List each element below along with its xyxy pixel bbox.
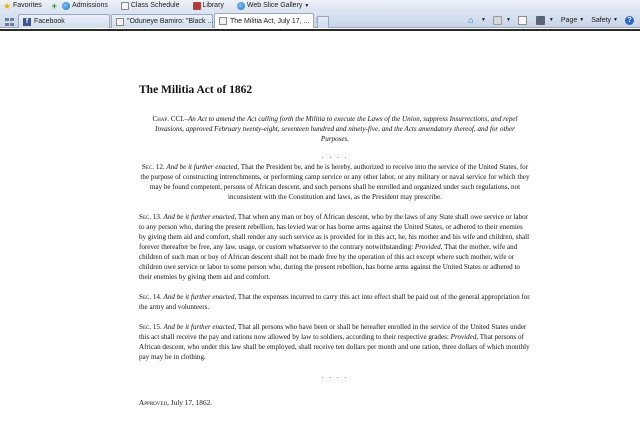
facebook-icon: f: [23, 18, 31, 26]
home-icon: ⌂: [468, 14, 474, 25]
new-tab-button[interactable]: [317, 16, 329, 28]
favorites-label: Favorites: [13, 2, 42, 9]
provided-phrase: Provided: [450, 333, 477, 341]
tab-label: "Oduneye Bamiro: "Black ...: [127, 18, 214, 25]
section-body-continued: , That the mother, wife and children of such man or boy of African descent shall not be made free by the operation of this act except where such mother, wife or children owe service or labor to some person who, during the present rebellion, has borne arms against the United States or adhered to their enemies by giving them aid and comfort.: [139, 243, 520, 281]
section-number: Sec. 12.: [141, 163, 165, 171]
approved-label: Approved: [139, 398, 168, 407]
section-number: Sec. 15.: [139, 323, 162, 331]
tab-bar: [0, 11, 640, 28]
approval-line: [139, 398, 531, 407]
favorite-class-schedule[interactable]: [118, 2, 180, 10]
provided-phrase: Provided: [414, 243, 441, 251]
approved-date: , July 17, 1862.: [167, 398, 213, 407]
section-number: Sec. 13.: [139, 213, 162, 221]
section-body-continued: , That persons of African descent, who under this law shall be employed, shall receive ten dollars per month and one ration, three dollars of which monthly pay may be in clothing.: [139, 333, 530, 361]
favorites-button[interactable]: [0, 2, 42, 10]
tab-facebook[interactable]: [18, 14, 110, 28]
help-button[interactable]: [625, 16, 636, 25]
globe-icon: [62, 2, 70, 10]
tab-militia-act[interactable]: [214, 13, 314, 28]
print-icon: [536, 16, 545, 25]
chapter-text: –An Act to amend the Act calling forth the Militia to execute the Laws of the Union, suppress Insurrections, and repel Invasions, approved February twenty-eight, seventeen hundred and ninety-five, and the Acts amendatory thereof, and for other Purposes.: [155, 115, 518, 143]
favorites-bar: [0, 0, 640, 11]
chevron-down-icon: ▼: [304, 2, 310, 9]
help-icon: ?: [625, 16, 634, 25]
section-15: [139, 322, 531, 362]
print-button[interactable]: [536, 16, 554, 25]
read-mail-button[interactable]: [518, 16, 529, 25]
section-body: , That all persons who have been or shall be hereafter enrolled in the service of the United States under this act shall receive the pay and rations now allowed by law to soldiers, according to their respective grades:: [139, 323, 527, 341]
section-body: , That when any man or boy of African descent, who by the laws of any State shall owe service or labor to any person who, during the present rebellion, has levied war or has borne arms against the United States, or adhered to their enemies by giving them aid and comfort, shall render any such service as is provided for in this act, he, his mother and his wife and children, shall forever thereafter be free, any law, usage, or custom whatsoever to the contrary notwithstanding:: [139, 213, 530, 251]
tab-label: Facebook: [34, 18, 65, 25]
chevron-down-icon[interactable]: ▼: [548, 17, 554, 23]
enacted-phrase: And be it further enacted: [163, 293, 235, 301]
favorite-admissions[interactable]: [52, 2, 108, 10]
section-number: Sec. 14.: [139, 293, 162, 301]
page-menu[interactable]: [561, 17, 584, 24]
tab-label: The Militia Act, July 17, ...: [230, 17, 310, 25]
globe-icon: [237, 2, 245, 10]
section-body: , That the President be, and he is hereby, authorized to receive into the service of the United States, for the purpose of constructing intrenchments, or performing camp service or any other labor, or any military or naval service for which they may be found competent, persons of African descent, and such persons shall be enrolled and organized under such regulations, not inconsistent with the Constitution and laws, as the President may prescribe.: [140, 163, 530, 201]
library-icon: [193, 2, 201, 10]
chapter-heading: [139, 114, 531, 144]
favorite-label: Admissions: [72, 2, 108, 9]
enacted-phrase: And be it further enacted: [166, 163, 238, 171]
document-content: [139, 84, 531, 407]
section-13: [139, 212, 531, 282]
mail-icon: [518, 16, 527, 25]
chapter-number: Chap. CCI.: [152, 115, 185, 123]
enacted-phrase: And be it further enacted: [163, 323, 235, 331]
favorite-label: Library: [202, 2, 224, 9]
section-12: [139, 162, 531, 202]
page-menu-label: Page: [560, 16, 578, 24]
tab-oduneye-bamiro[interactable]: [111, 14, 213, 28]
section-14: [139, 292, 531, 312]
document-viewport: [0, 31, 640, 426]
command-bar: [461, 14, 636, 26]
page-icon: [121, 2, 129, 10]
favorite-web-slice-gallery[interactable]: [234, 2, 309, 10]
section-body: , That the expenses incurred to carry this act into effect shall be paid out of the general appropriation for the army and volunteers.: [139, 293, 530, 311]
page-title: The Militia Act of 1862: [139, 84, 253, 96]
enacted-phrase: And be it further enacted: [163, 213, 235, 221]
safety-menu[interactable]: [591, 17, 618, 24]
feed-icon: [493, 16, 502, 25]
favorite-label: Class Schedule: [130, 2, 180, 9]
page-icon: [219, 17, 227, 25]
quick-tabs-icon[interactable]: [5, 18, 14, 26]
ellipsis-divider: . . . .: [321, 152, 349, 160]
star-icon: ★: [3, 0, 12, 11]
add-favorite-icon[interactable]: +: [51, 0, 58, 11]
chevron-down-icon[interactable]: ▼: [481, 17, 486, 23]
chevron-down-icon: ▼: [613, 17, 618, 23]
favorite-label: Web Slice Gallery: [246, 2, 303, 9]
page-icon: [116, 18, 124, 26]
home-button[interactable]: [468, 16, 486, 25]
chevron-down-icon: ▼: [579, 17, 585, 23]
ellipsis-divider: . . . .: [321, 372, 349, 380]
favorite-library[interactable]: [190, 2, 224, 10]
safety-menu-label: Safety: [591, 16, 612, 24]
feeds-button[interactable]: [493, 16, 511, 25]
chevron-down-icon[interactable]: ▼: [505, 17, 511, 23]
